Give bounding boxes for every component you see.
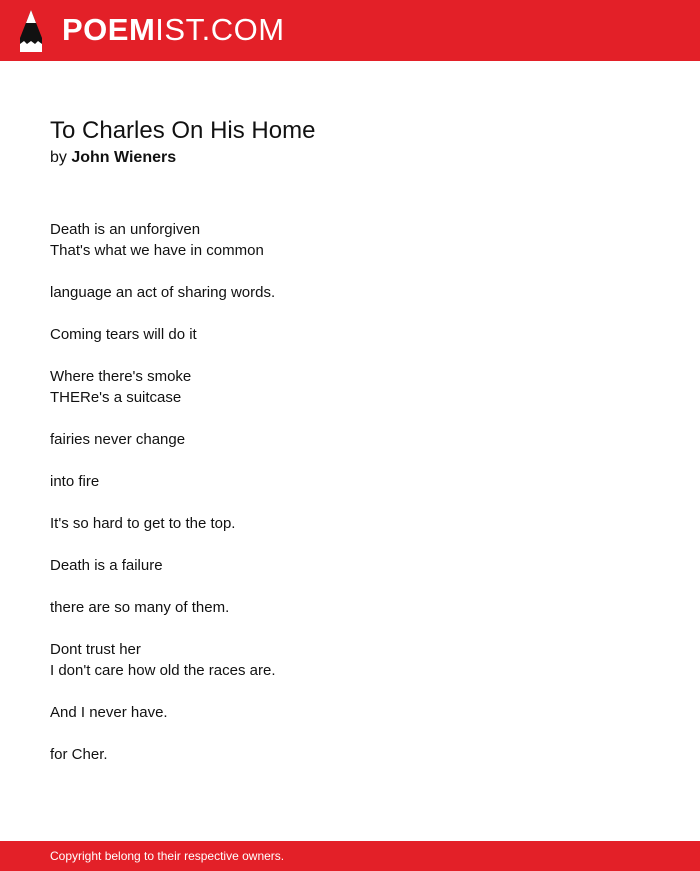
poem-stanza bbox=[50, 702, 670, 723]
pencil-tip-icon[interactable] bbox=[18, 10, 44, 52]
poem-line: for Cher. bbox=[50, 746, 108, 763]
site-footer bbox=[0, 841, 700, 871]
poem-stanza bbox=[50, 366, 670, 408]
poem-stanza bbox=[50, 597, 670, 618]
poem-line: It's so hard to get to the top. bbox=[50, 515, 236, 532]
by-label: by bbox=[50, 149, 67, 166]
site-header bbox=[0, 0, 700, 61]
poem-line: language an act of sharing words. bbox=[50, 284, 276, 301]
poem-stanza bbox=[50, 555, 670, 576]
poem-line: Death is an unforgiven bbox=[50, 221, 201, 238]
poem-line: there are so many of them. bbox=[50, 599, 230, 616]
poem-line: into fire bbox=[50, 473, 100, 490]
poem-line: That's what we have in common bbox=[50, 242, 264, 259]
poem-line: THERe's a suitcase bbox=[50, 389, 182, 406]
poem-title: To Charles On His Home bbox=[50, 117, 316, 144]
poem-line: fairies never change bbox=[50, 431, 186, 448]
poem-body bbox=[50, 219, 670, 786]
poem-stanza bbox=[50, 639, 670, 681]
poem-line: I don't care how old the races are. bbox=[50, 662, 276, 679]
poem-line: Where there's smoke bbox=[50, 368, 192, 385]
poem-line: Dont trust her bbox=[50, 641, 141, 658]
poem-stanza bbox=[50, 282, 670, 303]
author-name[interactable]: John Wieners bbox=[71, 149, 177, 166]
poem-stanza bbox=[50, 471, 670, 492]
poem-stanza bbox=[50, 513, 670, 534]
logo-text-light: IST.COM bbox=[155, 12, 285, 47]
logo-text-bold: POEM bbox=[62, 12, 156, 47]
poem-stanza bbox=[50, 744, 670, 765]
poem-header bbox=[50, 116, 670, 170]
copyright-text: Copyright belong to their respective owners. bbox=[50, 849, 285, 863]
poem-stanza bbox=[50, 429, 670, 450]
poem-line: And I never have. bbox=[50, 704, 168, 721]
poem-line: Coming tears will do it bbox=[50, 326, 197, 343]
poem-stanza bbox=[50, 324, 670, 345]
poem-line: Death is a failure bbox=[50, 557, 163, 574]
byline bbox=[50, 146, 670, 170]
site-logo[interactable] bbox=[62, 12, 285, 48]
poem-stanza bbox=[50, 219, 670, 261]
